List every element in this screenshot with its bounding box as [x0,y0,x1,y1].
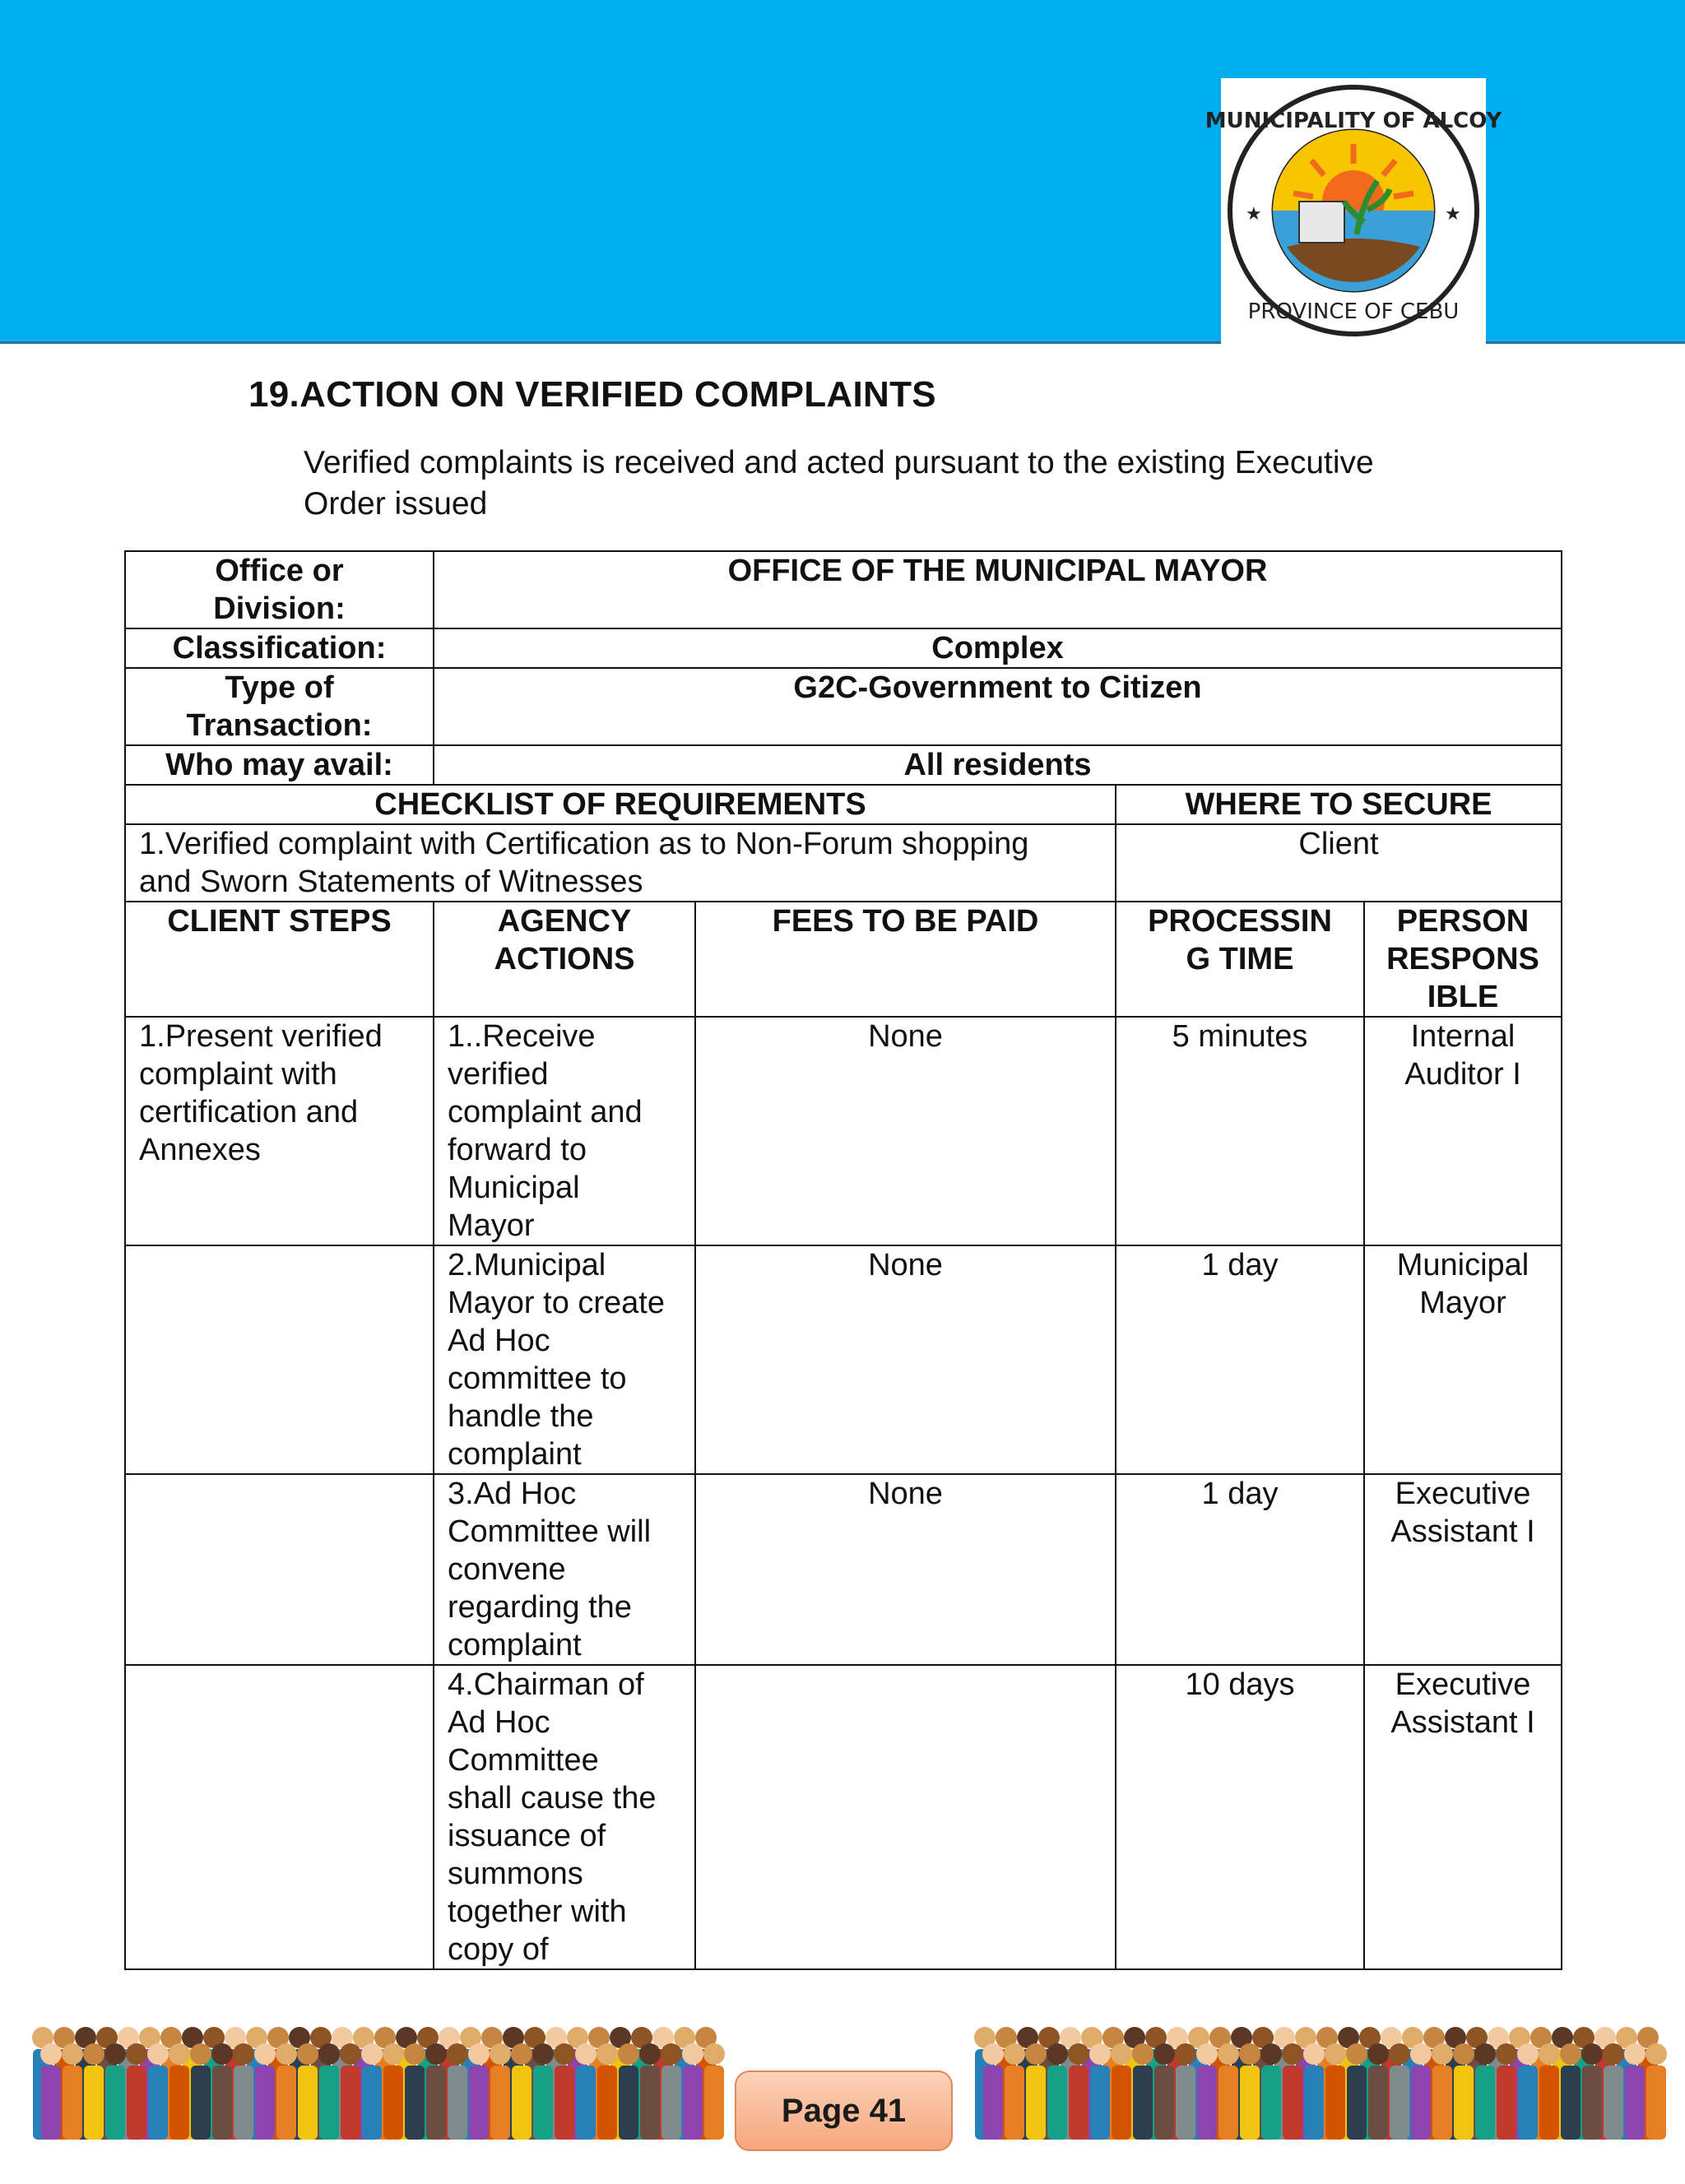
who-may-avail-label: Who may avail: [125,745,434,785]
svg-text:★: ★ [1445,203,1461,224]
processing-time-cell: 10 days [1116,1665,1364,1969]
client-steps-header: CLIENT STEPS [125,902,434,1017]
person-responsible-cell: Internal Auditor I [1364,1017,1562,1245]
checklist-header: CHECKLIST OF REQUIREMENTS [125,785,1116,824]
svg-text:MUNICIPALITY OF ALCOY: MUNICIPALITY OF ALCOY [1205,109,1502,133]
client-step-cell [125,1665,434,1969]
agency-action-cell: 3.Ad Hoc Committee will convene regarding the complaint [434,1474,695,1665]
person-responsible-cell: Executive Assistant I [1364,1474,1562,1665]
agency-action-cell: 1..Receive verified complaint and forward to Municipal Mayor [434,1017,695,1245]
section-intro: Verified complaints is received and acted pursuant to the existing Executive Order issued [304,445,1374,522]
steps-header-row [125,902,1562,1017]
office-label: Office or Division: [125,551,434,628]
processing-time-cell: 5 minutes [1116,1017,1364,1245]
fee-cell: None [695,1474,1116,1665]
requirement-text: 1.Verified complaint with Certification as to Non-Forum shopping and Sworn Statements of Witnesses [125,824,1116,902]
where-to-secure-header: WHERE TO SECURE [1116,785,1562,824]
person-responsible-cell: Municipal Mayor [1364,1245,1562,1474]
processing-time-cell: 1 day [1116,1474,1364,1665]
agency-actions-header: AGENCY ACTIONS [434,902,695,1017]
fee-cell: None [695,1245,1116,1474]
requirement-row [125,824,1562,902]
transaction-type-value: G2C-Government to Citizen [434,668,1562,745]
transaction-type-label: Type of Transaction: [125,668,434,745]
fees-header: FEES TO BE PAID [695,902,1116,1017]
who-may-avail-value: All residents [434,745,1562,785]
step-row [125,1017,1562,1245]
svg-text:PROVINCE OF CEBU: PROVINCE OF CEBU [1247,299,1460,324]
classification-label: Classification: [125,628,434,668]
client-step-cell: 1.Present verified complaint with certification and Annexes [125,1017,434,1245]
agency-action-cell: 4.Chairman of Ad Hoc Committee shall cause the issuance of summons together with copy of [434,1665,695,1969]
checklist-header-row [125,785,1562,824]
office-row [125,551,1562,628]
page-number: Page 41 [735,2070,953,2151]
classification-row [125,628,1562,668]
client-step-cell [125,1245,434,1474]
section-title: 19.ACTION ON VERIFIED COMPLAINTS [248,374,936,415]
requirement-where: Client [1116,824,1562,902]
fee-cell: None [695,1017,1116,1245]
municipal-seal-icon [1205,78,1502,344]
agency-action-cell: 2.Municipal Mayor to create Ad Hoc committee to handle the complaint [434,1245,695,1474]
processing-time-cell: 1 day [1116,1245,1364,1474]
client-step-cell [125,1474,434,1665]
header-band [0,0,1685,344]
service-table [124,550,1562,1970]
who-may-avail-row [125,745,1562,785]
step-row [125,1245,1562,1474]
fee-cell [695,1665,1116,1969]
step-row [125,1474,1562,1665]
classification-value: Complex [434,628,1562,668]
processing-time-header: PROCESSIN G TIME [1116,902,1364,1017]
step-row [125,1665,1562,1969]
office-value: OFFICE OF THE MUNICIPAL MAYOR [434,551,1562,628]
svg-text:★: ★ [1246,203,1262,224]
person-responsible-cell: Executive Assistant I [1364,1665,1562,1969]
person-responsible-header: PERSON RESPONS IBLE [1364,902,1562,1017]
transaction-type-row [125,668,1562,745]
